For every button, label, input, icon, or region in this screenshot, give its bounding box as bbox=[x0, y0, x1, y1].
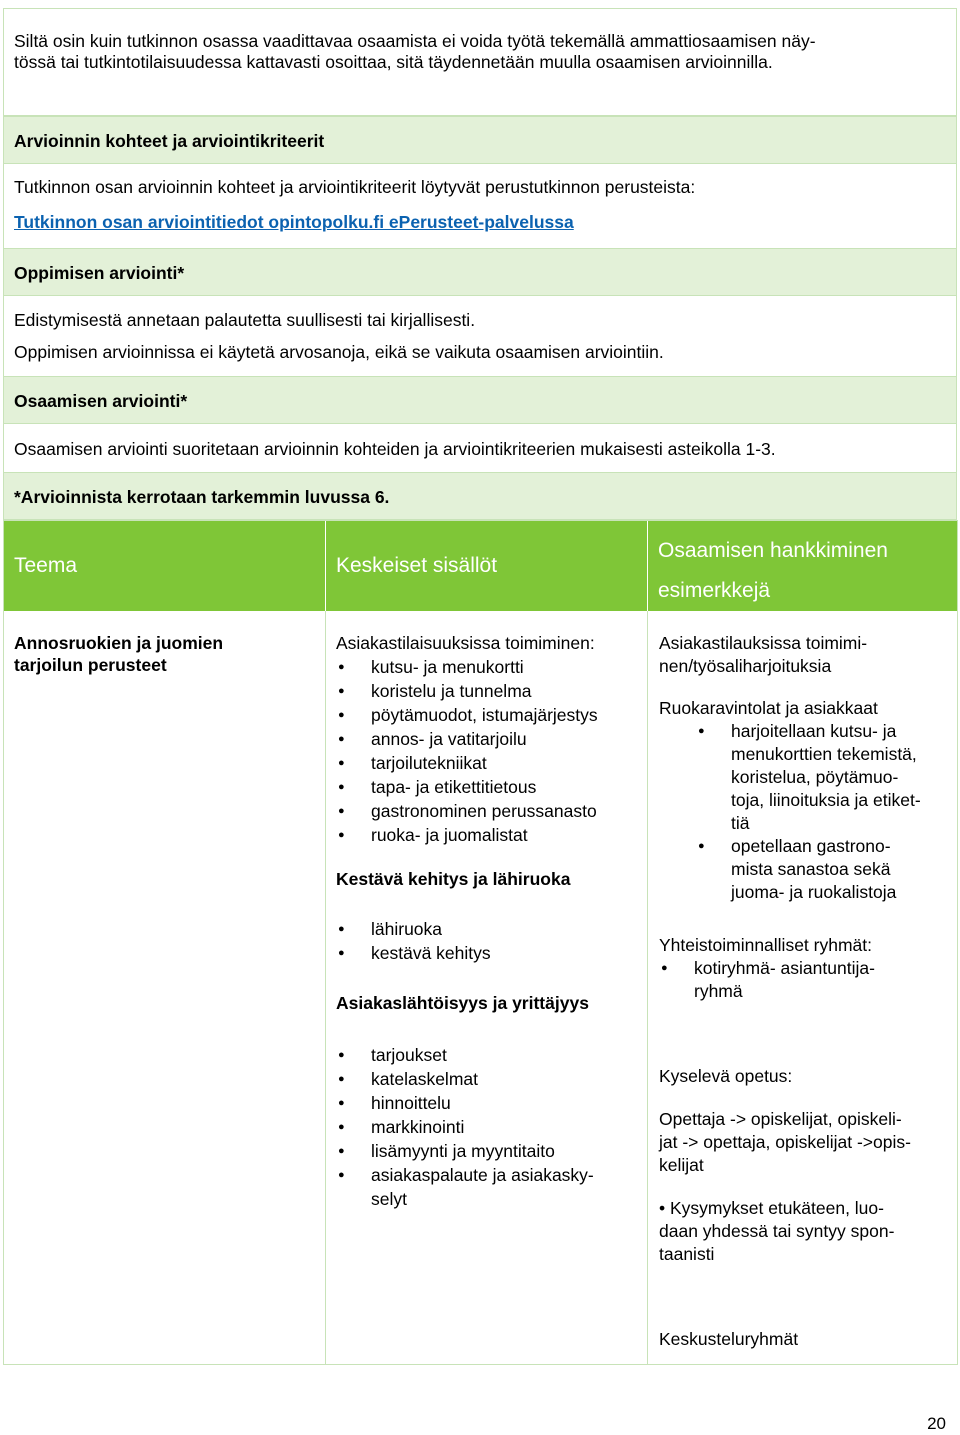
learning-heading: Oppimisen arviointi* bbox=[3, 248, 957, 296]
text-line: menukorttien tekemistä, bbox=[731, 744, 917, 764]
text-line: juoma- ja ruokalistoja bbox=[731, 882, 897, 902]
list-item: ● tarjoilutekniikat bbox=[336, 751, 636, 775]
column-divider-1 bbox=[325, 611, 326, 1364]
eperusteet-link[interactable]: Tutkinnon osan arviointitiedot opintopolku.fi ePerusteet-palvelussa bbox=[14, 212, 574, 232]
text-line: toja, liinoituksia ja etiket- bbox=[731, 790, 921, 810]
list-item: ● koristelu ja tunnelma bbox=[336, 679, 636, 703]
text-line: • Kysymykset etukäteen, luo- bbox=[659, 1198, 884, 1218]
examples-cell bbox=[659, 632, 951, 1351]
group3-title: Asiakaslähtöisyys ja yrittäjyys bbox=[336, 993, 589, 1013]
list-item bbox=[696, 720, 951, 835]
text-line: ● opetellaan gastrono- bbox=[731, 836, 891, 856]
example-p2-title: Ruokaravintolat ja asiakkaat bbox=[659, 698, 878, 718]
list-item: ● lähiruoka bbox=[336, 917, 636, 941]
theme-cell bbox=[14, 632, 314, 676]
group1-title: Asiakastilaisuuksissa toimiminen: bbox=[336, 633, 595, 653]
assessment-body bbox=[3, 164, 957, 248]
table-header bbox=[4, 521, 957, 611]
list-item: ● katelaskelmat bbox=[336, 1067, 636, 1091]
list-item: ● ruoka- ja juomalistat bbox=[336, 823, 636, 847]
list-item: ● gastronominen perussanasto bbox=[336, 799, 636, 823]
example-p5 bbox=[659, 1108, 951, 1177]
theme-line-1: Annosruokien ja juomien bbox=[14, 633, 224, 653]
learning-line-2: Oppimisen arvioinnissa ei käytetä arvosanoja, eikä se vaikuta osaamisen arviointiin. bbox=[14, 342, 664, 362]
example-p3-title: Yhteistoiminnalliset ryhmät: bbox=[659, 935, 872, 955]
header-divider-2 bbox=[647, 521, 648, 611]
learning-line-1: Edistymisestä annetaan palautetta suullisesti tai kirjallisesti. bbox=[14, 310, 476, 330]
footnote: *Arvioinnista kerrotaan tarkemmin luvussa 6. bbox=[3, 472, 957, 520]
learning-body bbox=[3, 296, 957, 376]
theme-line-2: tarjoilun perusteet bbox=[14, 655, 167, 675]
text-line: jat -> opettaja, opiskelijat ->opis- bbox=[659, 1132, 911, 1152]
group1-list bbox=[336, 655, 636, 847]
intro-line-1: Siltä osin kuin tutkinnon osassa vaadittavaa osaamista ei voida työtä tekemällä ammattiosaamisen näy- bbox=[14, 31, 816, 51]
text-line: tiä bbox=[731, 813, 750, 833]
header-examples-line-1: Osaamisen hankkiminen bbox=[658, 539, 888, 562]
example-p3-list bbox=[659, 957, 951, 1003]
group2-title: Kestävä kehitys ja lähiruoka bbox=[336, 869, 571, 889]
competence-line: Osaamisen arviointi suoritetaan arvioinnin kohteiden ja arviointikriteerien mukaisesti asteikolla 1-3. bbox=[14, 439, 776, 459]
list-item: ● tapa- ja etikettitietous bbox=[336, 775, 636, 799]
intro-line-2: tössä tai tutkintotilaisuudessa kattavasti osoittaa, sitä täydennetään muulla osaamisen arvioinnilla. bbox=[14, 52, 773, 72]
text-line: ● harjoitellaan kutsu- ja bbox=[731, 721, 897, 741]
text-line: taanisti bbox=[659, 1244, 715, 1264]
list-item bbox=[696, 835, 951, 904]
text-line: daan yhdessä tai syntyy spon- bbox=[659, 1221, 895, 1241]
list-item: ● hinnoittelu bbox=[336, 1091, 636, 1115]
example-p4: Kyselevä opetus: bbox=[659, 1066, 793, 1086]
header-theme: Teema bbox=[14, 554, 78, 577]
text-line: nen/työsaliharjoituksia bbox=[659, 656, 832, 676]
list-item-line: ● asiakaspalaute ja asiakasky- bbox=[371, 1165, 594, 1185]
assessment-text: Tutkinnon osan arvioinnin kohteet ja arviointikriteerit löytyvät perustutkinnon perusteista: bbox=[14, 177, 696, 197]
list-item: ● kestävä kehitys bbox=[336, 941, 636, 965]
list-item-line: selyt bbox=[371, 1189, 407, 1209]
competence-body bbox=[3, 424, 957, 472]
list-item: ● markkinointi bbox=[336, 1115, 636, 1139]
intro-text bbox=[3, 8, 957, 116]
header-examples-line-2: esimerkkejä bbox=[658, 579, 771, 602]
text-line: koristelua, pöytämuo- bbox=[731, 767, 899, 787]
competence-heading: Osaamisen arviointi* bbox=[3, 376, 957, 424]
text-line: kelijat bbox=[659, 1155, 704, 1175]
column-divider-2 bbox=[647, 611, 648, 1364]
list-item: ● kutsu- ja menukortti bbox=[336, 655, 636, 679]
content-cell bbox=[336, 631, 636, 1211]
text-line: Asiakastilauksissa toimimi- bbox=[659, 633, 868, 653]
list-item: ● annos- ja vatitarjoilu bbox=[336, 727, 636, 751]
text-line: ryhmä bbox=[694, 981, 743, 1001]
example-p1 bbox=[659, 632, 951, 678]
header-examples bbox=[648, 521, 958, 611]
example-p6 bbox=[659, 1197, 951, 1266]
content-table bbox=[3, 520, 958, 1365]
example-p2-list bbox=[696, 720, 951, 904]
text-line: ● kotiryhmä- asiantuntija- bbox=[694, 958, 875, 978]
text-line: mista sanastoa sekä bbox=[731, 859, 891, 879]
group2-list bbox=[336, 917, 636, 965]
list-item: ● tarjoukset bbox=[336, 1043, 636, 1067]
list-item: ● lisämyynti ja myyntitaito bbox=[336, 1139, 636, 1163]
list-item bbox=[659, 957, 951, 1003]
list-item: ● pöytämuodot, istumajärjestys bbox=[336, 703, 636, 727]
group3-list bbox=[336, 1043, 636, 1211]
header-content: Keskeiset sisällöt bbox=[336, 554, 498, 577]
page-number: 20 bbox=[927, 1414, 946, 1433]
header-divider-1 bbox=[325, 521, 326, 611]
example-p7: Keskusteluryhmät bbox=[659, 1329, 799, 1349]
assessment-heading: Arvioinnin kohteet ja arviointikriteerit bbox=[3, 116, 957, 164]
text-line: Opettaja -> opiskelijat, opiskeli- bbox=[659, 1109, 902, 1129]
list-item bbox=[336, 1163, 636, 1211]
